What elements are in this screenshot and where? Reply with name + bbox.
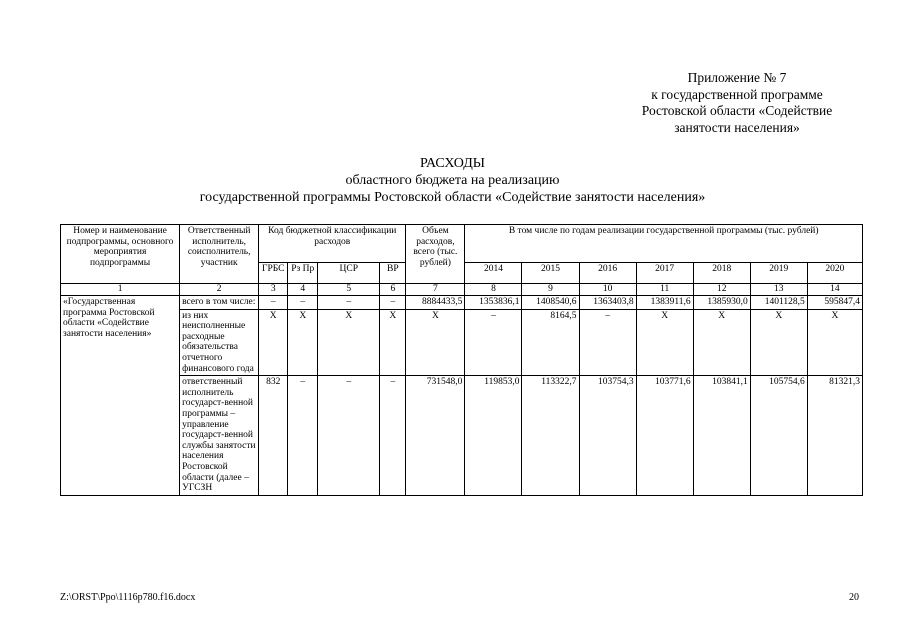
year-cell: 1401128,5 bbox=[750, 296, 807, 310]
year-cell: 105754,6 bbox=[750, 376, 807, 496]
program-name: «Государственная программа Ростовской области «Содействие занятости населения» bbox=[61, 296, 180, 496]
header-total: Объем расходов, всего (тыс. рублей) bbox=[406, 225, 465, 284]
year-cell: X bbox=[807, 309, 862, 376]
title-line-1: РАСХОДЫ bbox=[420, 156, 485, 171]
header-year: 2018 bbox=[693, 262, 750, 283]
header-year: 2014 bbox=[465, 262, 522, 283]
column-number: 12 bbox=[693, 284, 750, 296]
header-year: 2019 bbox=[750, 262, 807, 283]
header-year: 2017 bbox=[636, 262, 693, 283]
header-name: Номер и наименование подпрограммы, основного мероприятия подпрограммы bbox=[61, 225, 180, 284]
table-row bbox=[61, 296, 863, 310]
year-cell: 103771,6 bbox=[636, 376, 693, 496]
title-line-3: государственной программы Ростовской области «Содействие занятости населения» bbox=[199, 190, 706, 205]
header-csr: ЦСР bbox=[318, 262, 380, 283]
column-number: 6 bbox=[380, 284, 406, 296]
appendix-header bbox=[617, 70, 857, 136]
appendix-line-1: Приложение № 7 bbox=[687, 70, 787, 85]
column-number: 9 bbox=[522, 284, 579, 296]
year-cell: X bbox=[693, 309, 750, 376]
year-cell: 103841,1 bbox=[693, 376, 750, 496]
appendix-line-2: к государственной программе bbox=[651, 86, 823, 102]
year-cell: 1363403,8 bbox=[579, 296, 636, 310]
rzpr-cell: – bbox=[288, 296, 318, 310]
column-number: 7 bbox=[406, 284, 465, 296]
year-cell: 1383911,6 bbox=[636, 296, 693, 310]
executor-cell: всего в том числе: bbox=[180, 296, 259, 310]
expenses-table bbox=[60, 224, 863, 496]
year-cell: 8164,5 bbox=[522, 309, 579, 376]
page-number: 20 bbox=[849, 592, 859, 603]
year-cell: 1385930,0 bbox=[693, 296, 750, 310]
column-number: 8 bbox=[465, 284, 522, 296]
file-path: Z:\ORST\Ppo\1116p780.f16.docx bbox=[60, 592, 196, 603]
year-cell: X bbox=[636, 309, 693, 376]
year-cell: – bbox=[579, 309, 636, 376]
header-year: 2020 bbox=[807, 262, 862, 283]
rzpr-cell: X bbox=[288, 309, 318, 376]
vr-cell: – bbox=[380, 296, 406, 310]
column-number: 1 bbox=[61, 284, 180, 296]
vr-cell: – bbox=[380, 376, 406, 496]
header-year: 2015 bbox=[522, 262, 579, 283]
vr-cell: X bbox=[380, 309, 406, 376]
header-rzpr: Рз Пр bbox=[288, 262, 318, 283]
table-row bbox=[61, 309, 863, 376]
year-cell: X bbox=[750, 309, 807, 376]
header-executor: Ответственный исполнитель, соисполнитель, участник bbox=[180, 225, 259, 284]
column-number: 4 bbox=[288, 284, 318, 296]
grbs-cell: X bbox=[259, 309, 288, 376]
column-number: 10 bbox=[579, 284, 636, 296]
document-title bbox=[0, 155, 905, 206]
csr-cell: – bbox=[318, 296, 380, 310]
grbs-cell: – bbox=[259, 296, 288, 310]
year-cell: 103754,3 bbox=[579, 376, 636, 496]
column-number: 5 bbox=[318, 284, 380, 296]
year-cell: 113322,7 bbox=[522, 376, 579, 496]
title-line-2: областного бюджета на реализацию bbox=[345, 173, 560, 188]
executor-cell: из них неисполненные расходные обязательства отчетного финансового года bbox=[180, 309, 259, 376]
year-cell: 595847,4 bbox=[807, 296, 862, 310]
csr-cell: – bbox=[318, 376, 380, 496]
column-number: 11 bbox=[636, 284, 693, 296]
column-number: 3 bbox=[259, 284, 288, 296]
header-years-group: В том числе по годам реализации государственной программы (тыс. рублей) bbox=[465, 225, 863, 263]
csr-cell: X bbox=[318, 309, 380, 376]
total-cell: X bbox=[406, 309, 465, 376]
appendix-line-4: занятости населения» bbox=[674, 119, 800, 135]
total-cell: 8884433,5 bbox=[406, 296, 465, 310]
year-cell: – bbox=[465, 309, 522, 376]
header-grbs: ГРБС bbox=[259, 262, 288, 283]
appendix-line-3: Ростовской области «Содействие bbox=[641, 103, 833, 118]
year-cell: 81321,3 bbox=[807, 376, 862, 496]
column-number-row bbox=[61, 284, 863, 296]
table-header-row-1 bbox=[61, 225, 863, 263]
header-year: 2016 bbox=[579, 262, 636, 283]
total-cell: 731548,0 bbox=[406, 376, 465, 496]
rzpr-cell: – bbox=[288, 376, 318, 496]
column-number: 14 bbox=[807, 284, 862, 296]
year-cell: 1408540,6 bbox=[522, 296, 579, 310]
column-number: 13 bbox=[750, 284, 807, 296]
year-cell: 119853,0 bbox=[465, 376, 522, 496]
table-row bbox=[61, 376, 863, 496]
executor-cell: ответственный исполнитель государст-венной программы – управление государст-венной службы занятости населения Ростовской области (далее – УГСЗН bbox=[180, 376, 259, 496]
column-number: 2 bbox=[180, 284, 259, 296]
grbs-cell: 832 bbox=[259, 376, 288, 496]
header-vr: ВР bbox=[380, 262, 406, 283]
header-budget-code: Код бюджетной классификации расходов bbox=[259, 225, 406, 263]
year-cell: 1353836,1 bbox=[465, 296, 522, 310]
